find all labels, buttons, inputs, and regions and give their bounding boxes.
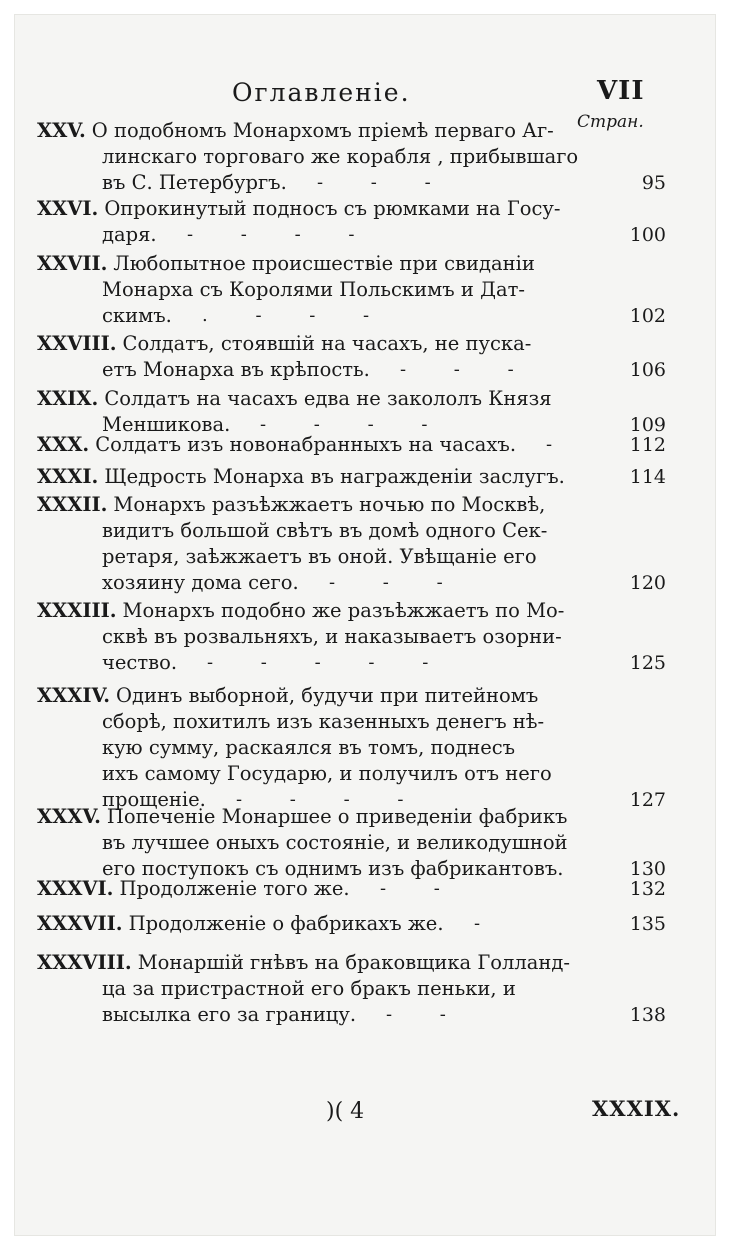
toc-entry-line	[102, 761, 552, 787]
toc-entry-text: Продолженiе о фабрикахъ же.	[128, 912, 444, 935]
table-of-contents	[14, 14, 716, 1236]
signature-mark: )( 4	[326, 1099, 365, 1124]
toc-page-number: 135	[629, 913, 666, 935]
toc-entry-text: Продолженiе того же.	[119, 877, 350, 900]
toc-entry-number: XXXII.	[37, 493, 108, 516]
toc-leader-dashes: -	[474, 913, 481, 934]
toc-entry-first-line	[37, 598, 564, 624]
toc-entry-number: XXXVIII.	[37, 951, 132, 974]
toc-entry-text: Солдатъ, стоявшiй на часахъ, не пуска-	[122, 332, 532, 355]
toc-page-number: 125	[629, 652, 666, 674]
toc-entry-number: XXVII.	[37, 252, 108, 275]
toc-entry-text: его поступокъ съ однимъ изъ фабрикантовъ.	[102, 857, 564, 880]
toc-entry-first-line	[37, 804, 567, 830]
toc-entry-number: XXXIII.	[37, 599, 117, 622]
toc-entry-first-line	[37, 683, 538, 709]
toc-entry-text: Солдатъ на часахъ едва не закололъ Князя	[104, 387, 552, 410]
toc-entry-number: XXXI.	[37, 465, 99, 488]
toc-entry-first-line	[37, 118, 554, 144]
toc-page-number: 114	[629, 466, 666, 488]
toc-entry-line	[102, 222, 157, 248]
toc-entry-text: Опрокинутый подносъ съ рюмками на Госу-	[104, 197, 561, 220]
toc-page-number: 95	[641, 172, 666, 194]
toc-entry-text: сборѣ, похитилъ изъ казенныхъ денегъ нѣ-	[102, 710, 545, 733]
toc-entry-line	[102, 650, 177, 676]
toc-page-number: 102	[629, 305, 666, 327]
toc-entry-first-line	[37, 251, 535, 277]
toc-entry-text: чество.	[102, 651, 178, 674]
toc-entry-first-line	[37, 876, 350, 902]
toc-leader-dashes: -	[546, 434, 553, 455]
toc-leader-dashes: - - - - -	[207, 652, 429, 673]
toc-leader-dashes: - - - -	[236, 789, 404, 810]
toc-leader-dashes: - - -	[400, 359, 514, 380]
toc-entry-line	[102, 709, 544, 735]
toc-entry-text: хозяину дома сего.	[102, 571, 299, 594]
toc-entry-text: Монаршiй гнѣвъ на браковщика Голланд-	[137, 951, 570, 974]
catchword: XXXIX.	[592, 1096, 681, 1121]
toc-entry-text: О подобномъ Монархомъ прiемѣ перваго Аг-	[91, 119, 554, 142]
toc-entry-first-line	[37, 386, 552, 412]
toc-entry-text: даря.	[102, 223, 157, 246]
toc-entry-first-line	[37, 196, 560, 222]
toc-page-number: 106	[629, 359, 666, 381]
toc-entry-line	[102, 830, 568, 856]
toc-leader-dashes: - -	[386, 1004, 446, 1025]
toc-leader-dashes: . - - -	[202, 305, 370, 326]
page-title: Оглавленiе.	[232, 78, 411, 107]
toc-entry-text: кую сумму, раскаялся въ томъ, поднесъ	[102, 736, 516, 759]
toc-page-number: 132	[629, 878, 666, 900]
toc-entry-text: Монархъ подобно же разъѣжжаетъ по Мо-	[122, 599, 565, 622]
toc-leader-dashes: - - -	[317, 172, 431, 193]
toc-entry-text: ца за пристрастной его бракъ пеньки, и	[102, 977, 516, 1000]
toc-page-number: 112	[629, 434, 666, 456]
toc-entry-text: ихъ самому Государю, и получилъ отъ него	[102, 762, 552, 785]
toc-page-number: 130	[629, 858, 666, 880]
toc-entry-text: ретаря, заѣжжаетъ въ оной. Увѣщанiе его	[102, 545, 537, 568]
toc-entry-number: XXXVI.	[37, 877, 114, 900]
toc-entry-line	[102, 277, 525, 303]
toc-entry-number: XXVIII.	[37, 332, 117, 355]
toc-entry-text: Одинъ выборной, будучи при питейномъ	[116, 684, 539, 707]
toc-page-number: 127	[629, 789, 666, 811]
toc-entry-number: XXXIV.	[37, 684, 111, 707]
toc-entry-text: линскаго торговаго же корабля , прибывшаго	[102, 145, 579, 168]
toc-entry-line	[102, 303, 172, 329]
toc-page-number: 120	[629, 572, 666, 594]
toc-entry-text: етъ Монарха въ крѣпость.	[102, 358, 370, 381]
toc-entry-first-line	[37, 950, 570, 976]
toc-entry-first-line	[37, 464, 565, 490]
toc-leader-dashes: - - -	[329, 572, 443, 593]
toc-entry-text: высылка его за границу.	[102, 1003, 357, 1026]
toc-entry-line	[102, 357, 370, 383]
toc-entry-text: Солдатъ изъ новонабранныхъ на часахъ.	[95, 433, 517, 456]
toc-entry-text: Меншикова.	[102, 413, 231, 436]
toc-entry-line	[102, 735, 515, 761]
toc-entry-line	[102, 570, 299, 596]
toc-entry-first-line	[37, 331, 531, 357]
toc-page-number: 138	[629, 1004, 666, 1026]
toc-entry-text: Попеченiе Монаршее о приведенiи фабрикъ	[106, 805, 568, 828]
toc-entry-text: Любопытное происшествiе при свиданiи	[113, 252, 535, 275]
toc-entry-number: XXXV.	[37, 805, 101, 828]
toc-entry-text: въ лучшее оныхъ состоянiе, и великодушной	[102, 831, 568, 854]
toc-entry-number: XXX.	[37, 433, 90, 456]
toc-leader-dashes: - -	[380, 878, 440, 899]
toc-leader-dashes: - - - -	[187, 224, 355, 245]
toc-entry-line	[102, 1002, 356, 1028]
toc-entry-text: видитъ большой свѣтъ въ домѣ одного Сек-	[102, 519, 548, 542]
toc-page-number: 109	[629, 414, 666, 436]
page-roman-numeral: VII	[597, 76, 645, 106]
toc-entry-line	[102, 170, 287, 196]
toc-entry-line	[102, 518, 547, 544]
toc-entry-first-line	[37, 432, 516, 458]
toc-entry-first-line	[37, 911, 444, 937]
toc-page-number: 100	[629, 224, 666, 246]
toc-entry-text: Монархъ разъѣжжаетъ ночью по Москвѣ,	[113, 493, 546, 516]
toc-entry-number: XXVI.	[37, 197, 99, 220]
toc-entry-line	[102, 544, 537, 570]
toc-entry-line	[102, 976, 516, 1002]
toc-entry-text: скимъ.	[102, 304, 172, 327]
toc-entry-text: Щедрость Монарха въ награжденiи заслугъ.	[104, 465, 565, 488]
toc-entry-text: прощенiе.	[102, 788, 206, 811]
toc-entry-line	[102, 624, 562, 650]
toc-entry-text: Монарха съ Королями Польскимъ и Дат-	[102, 278, 525, 301]
toc-entry-line	[102, 144, 578, 170]
toc-entry-number: XXXVII.	[37, 912, 123, 935]
page-column-label: Стран.	[577, 112, 644, 132]
toc-leader-dashes: - - - -	[260, 414, 428, 435]
toc-entry-text: въ С. Петербургъ.	[102, 171, 287, 194]
toc-entry-number: XXV.	[37, 119, 86, 142]
toc-entry-number: XXIX.	[37, 387, 99, 410]
toc-entry-text: сквѣ въ розвальняхъ, и наказываетъ озорни-	[102, 625, 562, 648]
toc-entry-first-line	[37, 492, 545, 518]
book-page	[14, 14, 716, 1236]
